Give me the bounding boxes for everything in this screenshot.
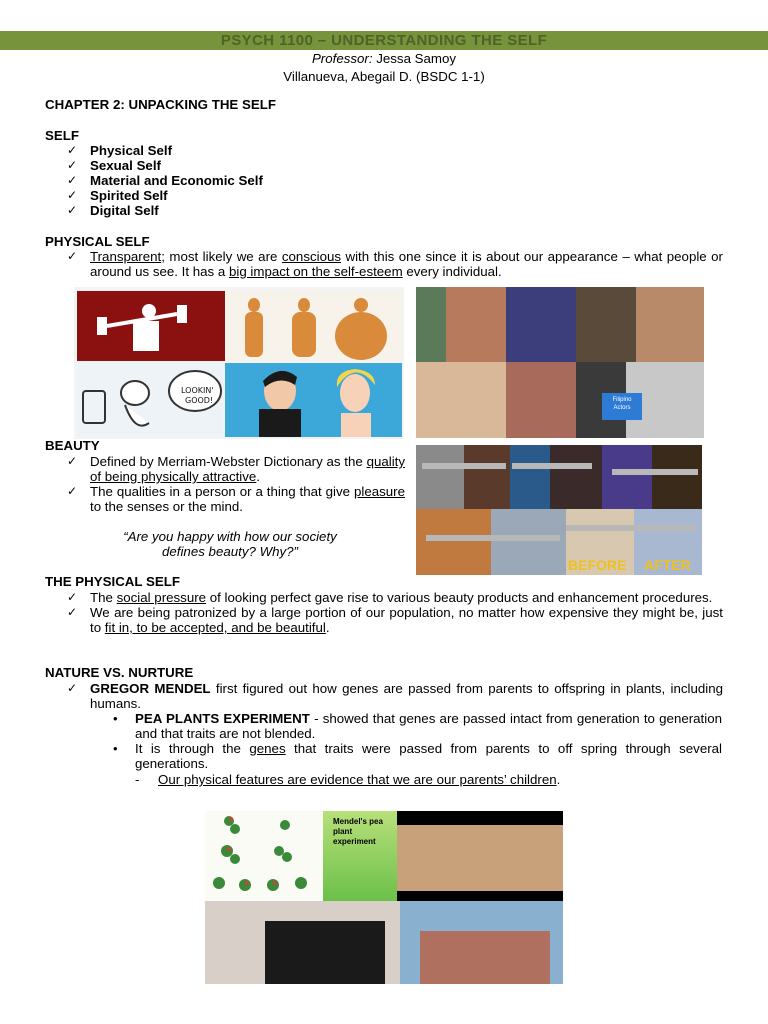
body-silhouettes-icon xyxy=(226,291,402,361)
student-line: Villanueva, Abegail D. (BSDC 1-1) xyxy=(283,69,485,84)
popart-couple-icon xyxy=(225,363,402,437)
check-icon: ✓ xyxy=(67,173,78,187)
check-icon: ✓ xyxy=(67,188,78,202)
physical-self-list xyxy=(67,249,723,279)
check-icon: ✓ xyxy=(67,249,78,263)
list-item: ✓ The qualities in a person or a thing that give pleasure to the senses or the mind. xyxy=(67,484,405,514)
weightlifter-icon xyxy=(77,291,225,361)
cat-mirror-tile xyxy=(77,363,223,437)
bullet-icon: • xyxy=(113,711,118,726)
photo-tile xyxy=(506,287,576,362)
cat-mirror-icon xyxy=(77,363,223,437)
dash-bullet: - xyxy=(135,772,140,787)
mendel-caption-tile xyxy=(323,811,397,901)
self-heading: SELF xyxy=(45,128,79,143)
physical-self-heading: PHYSICAL SELF xyxy=(45,234,150,249)
actors-tag: Filipino Actors xyxy=(602,393,642,420)
professor-label: Professor: xyxy=(311,51,373,66)
celebrities-collage xyxy=(416,287,704,438)
list-item: ✓ GREGOR MENDEL first figured out how genes are passed from parents to offspring in plants, including humans. xyxy=(67,681,723,711)
list-item: ✓ Physical Self xyxy=(67,143,173,158)
beauty-list xyxy=(67,454,405,514)
family-photo-2 xyxy=(205,901,400,984)
photo-tile xyxy=(446,287,506,362)
beauty-heading: BEAUTY xyxy=(45,438,100,453)
svg-text:GOOD!: GOOD! xyxy=(185,396,214,405)
photo-tile xyxy=(416,362,506,438)
sub-bullet-item: • PEA PLANTS EXPERIMENT - showed that genes are passed intact from generation to generation and that traits are not blended. xyxy=(113,711,722,741)
the-physical-self-heading: THE PHYSICAL SELF xyxy=(45,574,180,589)
speech-text: LOOKIN' xyxy=(181,386,214,395)
list-item: ✓ Transparent; most likely we are conscious with this one since it is about our appearance – what people or around us see. It has a big impact on the self-esteem every individual. xyxy=(67,249,723,279)
body-types-tile xyxy=(226,291,402,361)
check-icon: ✓ xyxy=(67,605,78,619)
professor-line xyxy=(0,51,768,66)
after-label: AFTER xyxy=(644,557,691,573)
check-icon: ✓ xyxy=(67,484,78,498)
photo-tile xyxy=(636,287,704,362)
check-icon: ✓ xyxy=(67,454,78,468)
popart-couple-tile xyxy=(225,363,402,437)
mendel-family-collage xyxy=(205,811,563,984)
nature-list xyxy=(67,681,723,711)
list-item: ✓ Sexual Self xyxy=(67,158,161,173)
chapter-title: CHAPTER 2: UNPACKING THE SELF xyxy=(45,97,276,112)
list-item: ✓ Digital Self xyxy=(67,203,159,218)
check-icon: ✓ xyxy=(67,203,78,217)
before-after-collage xyxy=(416,445,702,575)
list-item: ✓ The social pressure of looking perfect gave rise to various beauty products and enhancement procedures. xyxy=(67,590,713,605)
the-physical-self-list xyxy=(67,590,723,635)
list-item: ✓ Defined by Merriam-Webster Dictionary as the quality of being physically attractive. xyxy=(67,454,405,484)
self-list xyxy=(67,143,263,218)
list-item: ✓ We are being patronized by a large portion of our population, no matter how expensive they might be, just to fit in, to be accepted, and be beautiful. xyxy=(67,605,723,635)
pea-plants-icon xyxy=(205,811,323,901)
course-banner: PSYCH 1100 – UNDERSTANDING THE SELF xyxy=(0,31,768,50)
mendel-caption: Mendel's pea plant experiment xyxy=(333,817,383,846)
check-icon: ✓ xyxy=(67,143,78,157)
check-icon: ✓ xyxy=(67,158,78,172)
nature-heading: NATURE VS. NURTURE xyxy=(45,665,194,680)
list-item: ✓ Spirited Self xyxy=(67,188,168,203)
family-photo-1 xyxy=(397,811,563,901)
bullet-icon: • xyxy=(113,741,118,756)
family-photo-3 xyxy=(400,901,563,984)
photo-tile xyxy=(506,362,576,438)
beauty-quote: “Are you happy with how our society defines beauty? Why?” xyxy=(123,529,337,559)
body-image-collage xyxy=(74,287,404,439)
before-label: BEFORE xyxy=(568,557,627,573)
list-item: ✓ Material and Economic Self xyxy=(67,173,263,188)
sub-bullets xyxy=(113,711,722,771)
check-icon: ✓ xyxy=(67,590,78,604)
pea-plants-tile xyxy=(205,811,323,901)
photo-tile xyxy=(576,287,636,362)
check-icon: ✓ xyxy=(67,681,78,695)
professor-name: Jessa Samoy xyxy=(372,51,457,66)
sub-bullet-item: • It is through the genes that traits were passed from parents to off spring through several generations. xyxy=(113,741,722,771)
parents-children-note: Our physical features are evidence that we are our parents’ children. xyxy=(158,772,561,787)
weightlifter-tile xyxy=(77,291,225,361)
